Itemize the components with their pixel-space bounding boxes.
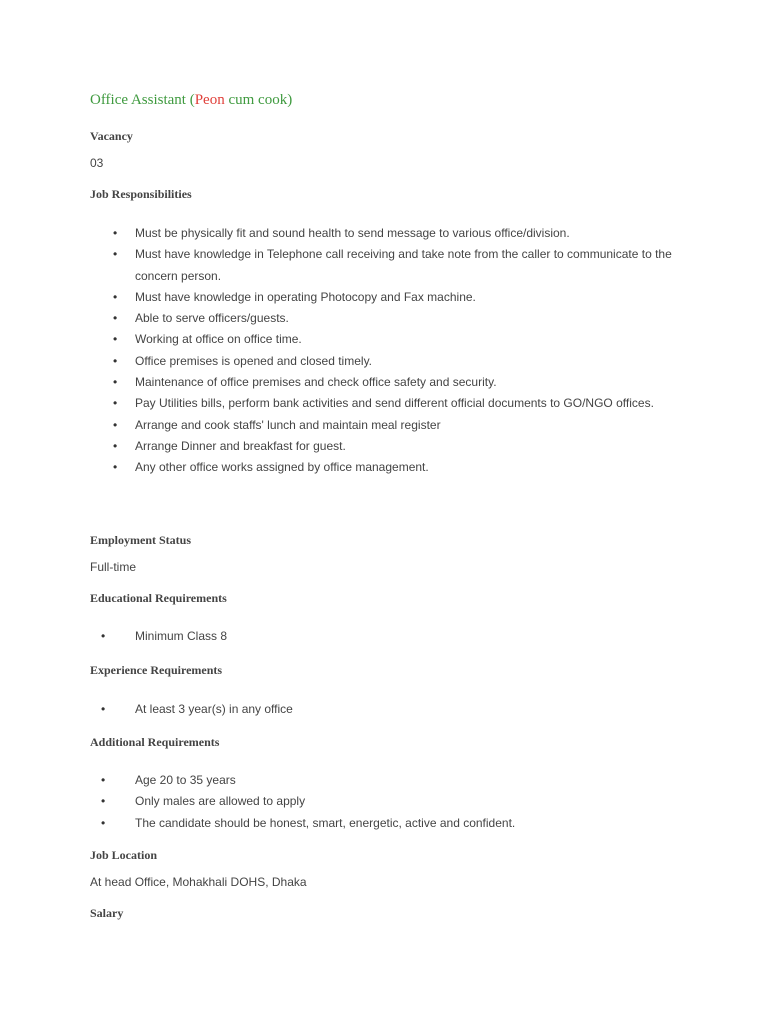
vacancy-heading: Vacancy bbox=[90, 129, 133, 143]
experience-list bbox=[0, 699, 695, 720]
education-list bbox=[0, 626, 695, 647]
list-item bbox=[0, 415, 695, 436]
list-item bbox=[0, 244, 695, 287]
list-item bbox=[0, 457, 695, 478]
job-title-accent: Peon bbox=[194, 92, 225, 108]
responsibilities-heading: Job Responsibilities bbox=[90, 187, 192, 201]
list-item-text: Minimum Class 8 bbox=[135, 629, 228, 643]
list-item-text: Able to serve officers/guests. bbox=[135, 311, 289, 326]
bullet-icon: • bbox=[101, 815, 106, 830]
list-item-text: Any other office works assigned by office management. bbox=[135, 460, 429, 475]
bullet-icon: • bbox=[101, 629, 106, 643]
experience-heading: Experience Requirements bbox=[90, 663, 223, 677]
list-item-text: Must have knowledge in operating Photocopy and Fax machine. bbox=[135, 289, 476, 304]
job-title-prefix: Office Assistant ( bbox=[90, 92, 195, 108]
list-item-text: Arrange and cook staffs' lunch and maintain meal register bbox=[135, 417, 441, 432]
list-item-text: Maintenance of office premises and check office safety and security. bbox=[135, 375, 497, 390]
list-item-text: Must have knowledge in Telephone call receiving and take note from the caller to communicate to the concern person. bbox=[135, 247, 672, 283]
bullet-icon: • bbox=[113, 226, 118, 240]
list-item bbox=[0, 372, 695, 393]
bullet-icon: • bbox=[101, 794, 106, 809]
bullet-icon: • bbox=[113, 247, 118, 262]
education-heading: Educational Requirements bbox=[90, 591, 227, 605]
bullet-icon: • bbox=[113, 417, 118, 432]
list-item-text: Working at office on office time. bbox=[135, 332, 302, 347]
vacancy-value: 03 bbox=[90, 156, 104, 170]
list-item bbox=[0, 791, 695, 812]
list-item-text: Only males are allowed to apply bbox=[135, 794, 306, 809]
list-item-text: Arrange Dinner and breakfast for guest. bbox=[135, 438, 346, 453]
list-item bbox=[0, 351, 695, 372]
list-item-text: Office premises is opened and closed timely. bbox=[135, 353, 373, 368]
bullet-icon: • bbox=[101, 702, 106, 716]
list-item-text: Must be physically fit and sound health to send message to various office/division. bbox=[135, 226, 570, 240]
salary-heading: Salary bbox=[90, 906, 124, 920]
bullet-icon: • bbox=[101, 773, 106, 787]
bullet-icon: • bbox=[113, 396, 118, 411]
list-item-text: Age 20 to 35 years bbox=[135, 773, 236, 787]
list-item bbox=[0, 223, 695, 244]
location-value: At head Office, Mohakhali DOHS, Dhaka bbox=[90, 875, 307, 889]
list-item bbox=[0, 699, 695, 720]
list-item bbox=[0, 770, 695, 791]
additional-heading: Additional Requirements bbox=[90, 735, 220, 749]
list-item-text: At least 3 year(s) in any office bbox=[135, 702, 293, 716]
bullet-icon: • bbox=[113, 460, 118, 475]
list-item-text: The candidate should be honest, smart, energetic, active and confident. bbox=[135, 815, 516, 830]
bullet-icon: • bbox=[113, 311, 118, 326]
employment-status-heading: Employment Status bbox=[90, 533, 192, 547]
bullet-icon: • bbox=[113, 353, 118, 368]
job-title bbox=[90, 92, 292, 109]
employment-status-value: Full-time bbox=[90, 560, 137, 574]
list-item bbox=[0, 436, 695, 457]
additional-list bbox=[0, 770, 695, 834]
list-item bbox=[0, 393, 695, 414]
bullet-icon: • bbox=[113, 375, 118, 390]
list-item bbox=[0, 287, 695, 308]
responsibilities-list bbox=[0, 223, 695, 479]
bullet-icon: • bbox=[113, 438, 118, 453]
list-item bbox=[0, 329, 695, 350]
list-item bbox=[0, 626, 695, 647]
location-heading: Job Location bbox=[90, 848, 158, 862]
list-item-text: Pay Utilities bills, perform bank activities and send different official documents to GO/NGO offices. bbox=[135, 396, 654, 411]
list-item bbox=[0, 308, 695, 329]
list-item bbox=[0, 813, 695, 834]
job-title-suffix: cum cook) bbox=[224, 92, 293, 108]
bullet-icon: • bbox=[113, 332, 118, 347]
bullet-icon: • bbox=[113, 289, 118, 304]
